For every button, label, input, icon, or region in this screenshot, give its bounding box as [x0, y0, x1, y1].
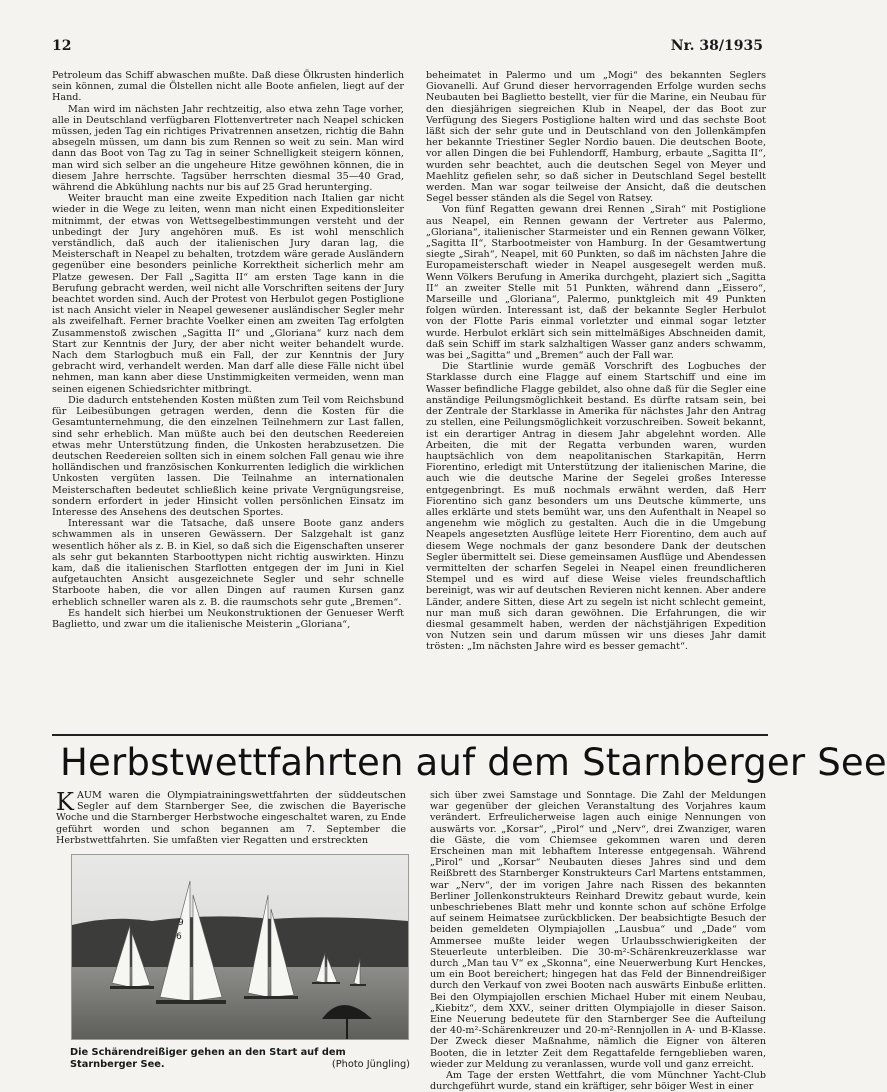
- paragraph: Von fünf Regatten gewann drei Rennen „Sirah“ mit Postiglione aus Neapel, ein Rennen gewann der Vertreter aus Palermo, „Gloriana“, italienischer Starmeister und ein Rennen gewann Völker, „Sagitta II“, Starbootmeister von Hamburg. In der Gesamtwertung siegte „Sirah“, Neapel, mit 60 Punkten, so daß im nächsten Jahre die Europameisterschaft wieder in Neapel ausgesegelt werden muß. Wenn Völkers Berufung in Amerika durchgeht, plaziert sich „Sagitta II“ an zweiter Stelle mit 51 Punkten, während dann „Eissero“, Marseille und „Gloriana“, Palermo, punktgleich mit 49 Punkten folgen würden. Interessant ist, daß der bekannte Segler Herbulot von der Flotte Paris einmal vorletzter und einmal sogar letzter wurde. Herbulot erklärt sich sein mittelmäßiges Abschneiden damit, daß sein Schiff im stark salzhaltigen Wasser ganz anders schwamm, was bei „Sagitta“ und „Bremen“ auch der Fall war.: [426, 204, 766, 362]
- paragraph: Die dadurch entstehenden Kosten müßten zum Teil vom Reichsbund für Leibesübungen getragen werden, denn die Kosten für die Gesamtunternehmung, die den einzelnen Teilnehmern zur Last fallen, sind sehr erheblich. Man müßte auch bei den deutschen Reedereien etwas mehr Unterstützung finden, die Unkosten herabzusetzen. Die deutschen Reedereien sollten sich in einem solchen Fall genau wie ihre holländischen und französischen Konkurrenten lediglich die wirklichen Unkosten vergüten lassen. Die Teilnahme an internationalen Meisterschaften bedeutet schließlich keine private Vergnügungsreise, sondern erfordert in jeder Hinsicht vollen persönlichen Einsatz im Interesse des Ansehens des deutschen Sportes.: [52, 394, 404, 518]
- paragraph: Petroleum das Schiff abwaschen mußte. Daß diese Ölkrusten hinderlich sein können, zumal die Ölstellen nicht alle Boote anfielen, liegt auf der Hand.: [52, 70, 404, 104]
- lead-paragraph: [56, 790, 406, 846]
- lead-text: AUM waren die Olympiatrainingswettfahrten der süddeutschen Segler auf dem Starnberger See, die zwischen die Bayerische Woche und die Starnberger Herbstwoche eingeschaltet waren, zu Ende geführt worden und schon begannen am 7. September die Herbstwettfahrten. Sie umfaßten vier Regatten und erstreckten: [56, 790, 406, 846]
- paragraph: Am Tage der ersten Wettfahrt, die vom Münchner Yacht-Club durchgeführt wurde, stand ein kräftiger, sehr böiger West in einer: [430, 1070, 766, 1092]
- drop-cap: K: [56, 788, 74, 816]
- caption-text: Die Schärendreißiger gehen an den Start auf dem Starnberger See.: [70, 1047, 346, 1070]
- photo-caption: [70, 1047, 410, 1071]
- paragraph: Es handelt sich hierbei um Neukonstruktionen der Genueser Werft Baglietto, und zwar um die italienische Meisterin „Gloriana“,: [52, 607, 404, 630]
- article2-headline: Herbstwettfahrten auf dem Starnberger See: [60, 741, 887, 784]
- paragraph: Interessant war die Tatsache, daß unsere Boote ganz anders schwammen als in unseren Gewässern. Der Salzgehalt ist ganz wesentlich höher als z. B. in Kiel, so daß sich die Eigenschaften unserer als sehr gut bekannten Starboottypen nicht richtig auswirkten. Hinzu kam, daß die italienischen Starflotten entgegen der im Juni in Kiel aufgetauchten Ansicht ausgezeichnete Segler und sehr schnelle Starboote haben, die vor allen Dingen auf raumen Kursen ganz erheblich schneller waren als z. B. die raumschots sehr gute „Bremen“.: [52, 518, 404, 608]
- paragraph: Die Startlinie wurde gemäß Vorschrift des Logbuches der Starklasse durch eine Flagge auf einem Startschiff und eine im Wasser befindliche Flagge gebildet, also ohne daß für die Segler eine anständige Peilungsmöglichkeit bestand. Es dürfte ratsam sein, bei der Zentrale der Starklasse in Amerika für nächstes Jahr den Antrag zu stellen, eine Peilungsmöglichkeit vorzuschreiben. Soweit bekannt, ist ein derartiger Antrag in diesem Jahr abgelehnt worden. Alle Arbeiten, die mit der Regatta verbunden waren, wurden hauptsächlich von dem neapolitanischen Starkapitän, Herrn Fiorentino, erledigt mit Unterstützung der italienischen Marine, die auch wie die deutsche Marine der Segelei großes Interesse entgegenbringt. Es muß nochmals erwähnt werden, daß Herr Fiorentino sich ganz besonders um uns Deutsche kümmerte, uns alles erklärte und stets bemüht war, uns den Aufenthalt in Neapel so angenehm wie möglich zu gestalten. Auch die in die Umgebung Neapels angesetzten Ausflüge leitete Herr Fiorentino, dem auch auf diesem Wege nochmals der ganz besondere Dank der deutschen Segler übermittelt sei. Diese gemeinsamen Ausflüge und Abendessen vermittelten der scharfen Segelei in Neapel einen freundlicheren Stempel und es wird auf diese Weise vieles freundschaftlich bereinigt, was wir auf deutschen Revieren nicht kennen. Aber andere Länder, andere Sitten, diese Art zu segeln ist nicht schlecht gemeint, nur man muß sich daran gewöhnen. Die Erfahrungen, die wir diesmal gesammelt haben, werden der nächstjährigen Expedition von Nutzen sein und darum müssen wir uns dieses Jahr damit trösten: „Im nächsten Jahre wird es besser gemacht“.: [426, 361, 766, 653]
- section-divider: [52, 734, 768, 736]
- sailboats-illustration: [72, 855, 408, 1039]
- svg-text:9: 9: [178, 918, 184, 928]
- regatta-photo: [71, 854, 409, 1040]
- article2-column2: [430, 790, 766, 1092]
- page-number: 12: [52, 38, 72, 54]
- photo-credit: (Photo Jüngling): [331, 1059, 410, 1070]
- svg-text:6: 6: [176, 932, 182, 942]
- paragraph: Weiter braucht man eine zweite Expedition nach Italien gar nicht wieder in die Wege zu leiten, wenn man nicht einen Expeditionsleiter mitnimmt, der etwas von Wettsegelbestimmungen versteht und der unbedingt der Jury angehören muß. Es ist wohl menschlich verständlich, daß auch der italienischen Jury daran lag, die Meisterschaft in Neapel zu behalten, trotzdem wäre gerade Ausländern gegenüber eine besonders peinliche Korrektheit sicherlich mehr am Platze gewesen. Der Fall „Sagitta II“ am ersten Tage kann in die Berufung gebracht werden, weil nicht alle Vorschriften seitens der Jury beachtet worden sind. Auch der Protest von Herbulot gegen Postiglione ist nach Ansicht vieler in Neapel gewesener ausländischer Segler mehr als zweifelhaft. Ferner brachte Voelker einen am zweiten Tag erfolgten Zusammenstoß zwischen „Sagitta II“ und „Gloriana“ kurz nach dem Start zur Kenntnis der Jury, der aber nicht weiter behandelt wurde. Nach dem Starlogbuch muß ein Fall, der zur Kenntnis der Jury gebracht wird, verhandelt werden. Man darf alle diese Fälle nicht übel nehmen, man kann aber diese Unstimmigkeiten vermeiden, wenn man seinen eigenen Schiedsrichter mitbringt.: [52, 193, 404, 395]
- article2-column1: [56, 788, 406, 846]
- paragraph: Man wird im nächsten Jahr rechtzeitig, also etwa zehn Tage vorher, alle in Deutschland verfügbaren Flottenvertreter nach Neapel schicken müssen, jeden Tag ein richtiges Privatrennen ansetzen, richtig die Bahn absegeln müssen, um dann bis zum Rennen so weit zu sein. Man wird dann das Boot von Tag zu Tag in seiner Schnelligkeit steigern können, man wird sich selber an die ungeheure Hitze gewöhnen können, die in diesem Jahre herrschte. Tagsüber herrschten diesmal 35—40 Grad, während die Abkühlung nachts nur bis auf 25 Grad herunterging.: [52, 103, 404, 194]
- article1-column2: [426, 70, 766, 726]
- paragraph: beheimatet in Palermo und um „Mogi“ des bekannten Seglers Giovanelli. Auf Grund dieser hervorragenden Erfolge wurden sechs Neubauten bei Baglietto bestellt, vier für die Marine, ein Neubau für den diesjährigen siegreichen Klub in Neapel, der das Boot zur Verfügung des Siegers Postiglione halten wird und das sechste Boot läßt sich der sehr gute und in Deutschland von den Jollenkämpfen her bekannte Triestiner Segler Nordio bauen. Die deutschen Boote, vor allen Dingen die bei Fuhlendorff, Hamburg, erbaute „Sagitta II“, wurden sehr beachtet, auch die deutschen Segel von Meyer und Maehlitz gefielen sehr, so daß sicher in Deutschland Segel bestellt werden. Man war sogar teilweise der Ansicht, daß die deutschen Segel besser ständen als die Segel von Ratsey.: [426, 70, 766, 205]
- article1-column1: [52, 70, 404, 726]
- issue-number: Nr. 38/1935: [670, 38, 763, 54]
- paragraph: sich über zwei Samstage und Sonntage. Die Zahl der Meldungen war gegenüber der gleichen Veranstaltung des Vorjahres kaum verändert. Erfreulicherweise lagen auch einige Nennungen von auswärts vor. „Korsar“, „Pirol“ und „Nerv“, drei Zwanziger, waren die Gäste, die vom Chiemsee gekommen waren und deren Erscheinen man mit lebhaftem Interesse entgegensah. Während „Pirol“ und „Korsar“ Neubauten dieses Jahres sind und dem Reißbrett des Starnberger Konstrukteurs Carl Martens entstammen, war „Nerv“, der im vorigen Jahre nach Rissen des bekannten Berliner Jollenkonstrukteurs Reinhard Drewitz gebaut wurde, kein unbeschriebenes Blatt mehr und konnte schon auf schöne Erfolge auf seinem Heimatsee zurückblicken. Der beabsichtigte Besuch der beiden gemeldeten Olympiajollen „Lausbua“ und „Dade“ vom Ammersee mußte leider wegen Urlaubsschwierigkeiten der Steuerleute unterbleiben. Die 30-m²-Schärenkreuzerklasse war durch „Man tau V“ ex „Skonna“, eine Neuerwerbung Kurt Henckes, um ein Boot bereichert; hingegen hat das Feld der Binnendreißiger durch den Verkauf von zwei Booten nach auswärts Einbuße erlitten. Bei den Olympiajollen erschien Michael Huber mit einem Neubau, „Kiebitz“, dem XXV., seiner dritten Olympiajolle in dieser Saison. Eine Neuerung bedeutete für den Starnberger See die Aufteilung der 40-m²-Schärenkreuzer und 20-m²-Rennjollen in A- und B-Klasse. Der Zweck dieser Maßnahme, nämlich die Eigner von älteren Booten, die in letzter Zeit dem Regattafelde ferngeblieben waren, wieder zur Meldung zu veranlassen, wurde voll und ganz erreicht.: [430, 790, 766, 1070]
